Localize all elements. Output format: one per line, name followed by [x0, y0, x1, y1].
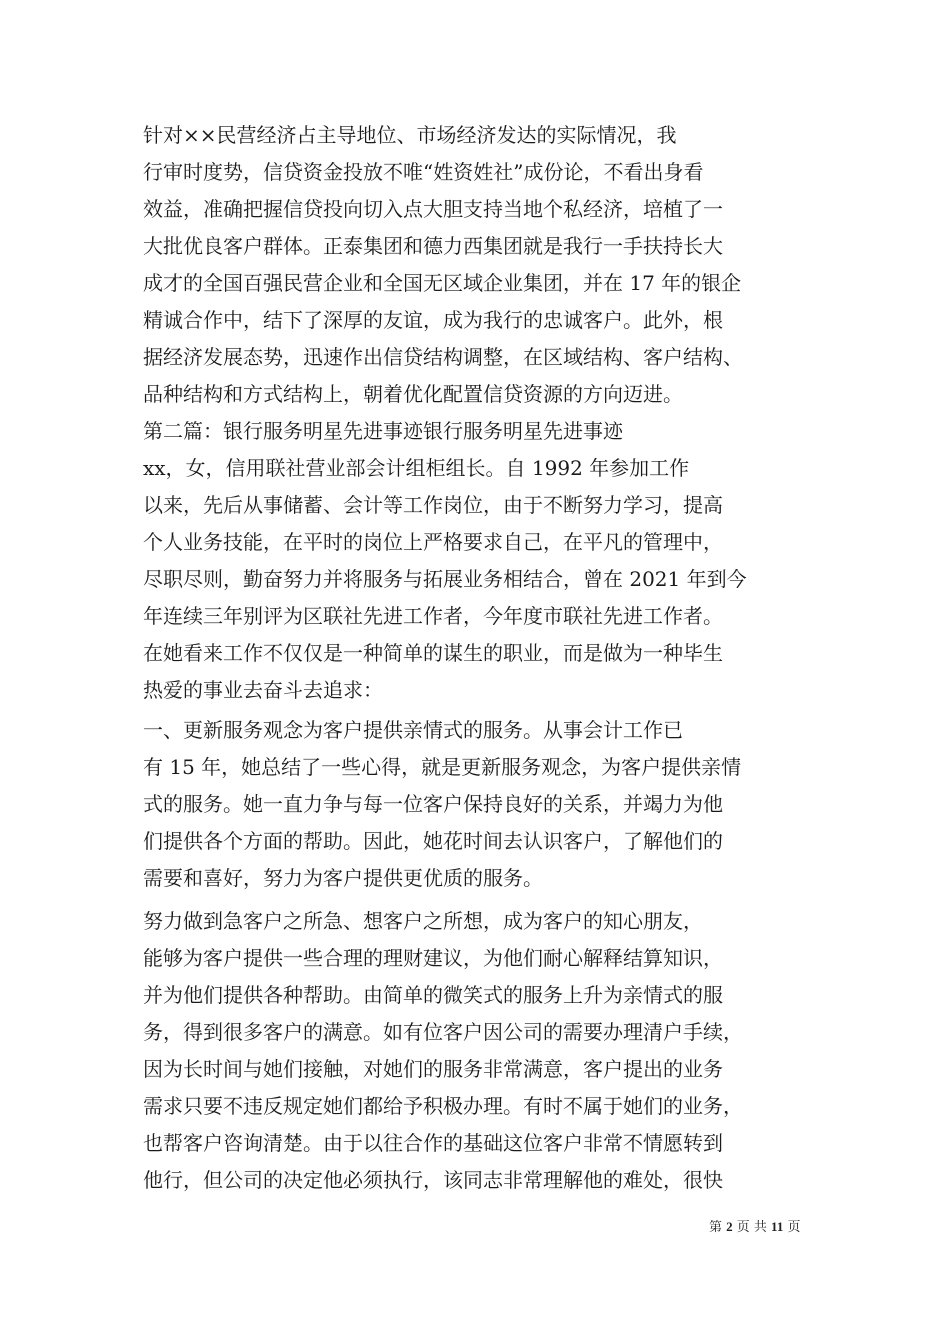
paragraph-3 — [143, 712, 827, 897]
text-line: 行审时度势，信贷资金投放不唯“姓资姓社”成份论，不看出身看 — [143, 160, 704, 184]
text-line: 品种结构和方式结构上，朝着优化配置信贷资源的方向迈进。 — [143, 382, 683, 406]
paragraph-2 — [143, 450, 827, 709]
paragraph-4 — [143, 903, 827, 1199]
text-line: 需要和喜好，努力为客户提供更优质的服务。 — [143, 866, 543, 890]
footer-middle: 页 共 — [732, 1220, 772, 1235]
text-line: 有 15 年，她总结了一些心得，就是更新服务观念，为客户提供亲情 — [143, 755, 742, 779]
section-heading — [143, 413, 827, 450]
text-line: 因为长时间与她们接触，对她们的服务非常满意，客户提出的业务 — [143, 1057, 723, 1081]
text-line: 效益，准确把握信贷投向切入点大胆支持当地个私经济，培植了一 — [143, 197, 723, 221]
text-line: 并为他们提供各种帮助。由简单的微笑式的服务上升为亲情式的服 — [143, 983, 723, 1007]
text-line: 以来，先后从事储蓄、会计等工作岗位，由于不断努力学习，提高 — [143, 493, 723, 517]
text-line: 在她看来工作不仅仅是一种简单的谋生的职业，而是做为一种毕生 — [143, 641, 723, 665]
text-line: 们提供各个方面的帮助。因此，她花时间去认识客户，了解他们的 — [143, 829, 723, 853]
text-line: 年连续三年别评为区联社先进工作者，今年度市联社先进工作者。 — [143, 604, 723, 628]
footer-suffix: 页 — [783, 1220, 801, 1235]
text-line: 也帮客户咨询清楚。由于以往合作的基础这位客户非常不情愿转到 — [143, 1131, 723, 1155]
text-line: 一、更新服务观念为客户提供亲情式的服务。从事会计工作已 — [143, 718, 683, 742]
text-line: 热爱的事业去奋斗去追求： — [143, 678, 383, 702]
text-line: 务，得到很多客户的满意。如有位客户因公司的需要办理清户手续， — [143, 1020, 743, 1044]
text-line: 精诚合作中，结下了深厚的友谊，成为我行的忠诚客户。此外，根 — [143, 308, 723, 332]
page-footer — [709, 1219, 800, 1236]
heading-line: 第二篇：银行服务明星先进事迹银行服务明星先进事迹 — [143, 419, 623, 443]
text-line: xx，女，信用联社营业部会计组柜组长。自 1992 年参加工作 — [143, 456, 690, 480]
footer-prefix: 第 — [709, 1220, 727, 1235]
text-line: 他行，但公司的决定他必须执行，该同志非常理解他的难处，很快 — [143, 1168, 723, 1192]
text-line: 尽职尽则，勤奋努力并将服务与拓展业务相结合，曾在 2021 年到今 — [143, 567, 747, 591]
paragraph-1 — [143, 117, 827, 413]
text-line: 需求只要不违反规定她们都给予积极办理。有时不属于她们的业务， — [143, 1094, 743, 1118]
total-pages-number: 11 — [771, 1219, 784, 1234]
document-body — [143, 117, 827, 1199]
text-line: 成才的全国百强民营企业和全国无区域企业集团，并在 17 年的银企 — [143, 271, 742, 295]
current-page-number: 2 — [726, 1219, 733, 1234]
text-line: 努力做到急客户之所急、想客户之所想，成为客户的知心朋友， — [143, 909, 703, 933]
text-line: 大批优良客户群体。正泰集团和德力西集团就是我行一手扶持长大 — [143, 234, 723, 258]
text-line: 针对××民营经济占主导地位、市场经济发达的实际情况，我 — [143, 123, 677, 147]
text-line: 据经济发展态势，迅速作出信贷结构调整，在区域结构、客户结构、 — [143, 345, 743, 369]
text-line: 个人业务技能，在平时的岗位上严格要求自己，在平凡的管理中， — [143, 530, 723, 554]
text-line: 能够为客户提供一些合理的理财建议，为他们耐心解释结算知识， — [143, 946, 723, 970]
text-line: 式的服务。她一直力争与每一位客户保持良好的关系，并竭力为他 — [143, 792, 723, 816]
